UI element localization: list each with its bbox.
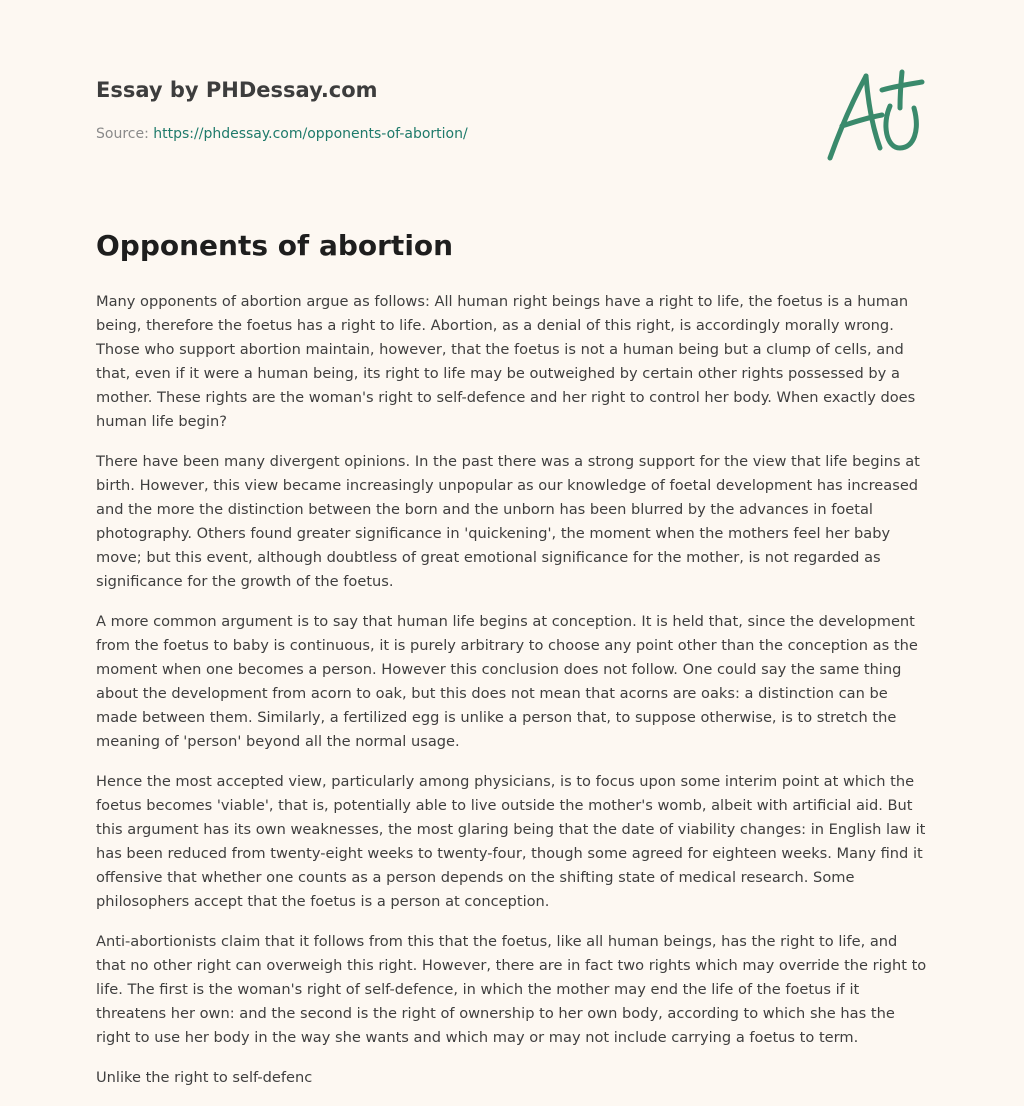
essay-paragraph: Unlike the right to self-defenc <box>96 1069 313 1086</box>
essay-paragraph: A more common argument is to say that human life begins at conception. It is held that, since the development from the foetus to baby is continuous, it is purely arbitrary to choose any point other than the conception as the moment when one becomes a person. However this conclusion does not follow. One could say the same thing about the development from acorn to oak, but this does not mean that acorns are oaks: a distinction can be made between them. Similarly, a fertilized egg is unlike a person that, to suppose otherwise, is to stretch the meaning of 'person' beyond all the normal usage. <box>96 613 918 750</box>
a-plus-logo-icon <box>822 68 926 164</box>
essay-body <box>96 226 928 1106</box>
essay-title: Opponents of abortion <box>96 229 454 262</box>
site-brand: Essay by PHDessay.com <box>96 78 378 102</box>
source-line <box>96 124 796 144</box>
essay-paragraph: Anti-abortionists claim that it follows from this that the foetus, like all human beings, has the right to life, and that no other right can overweigh this right. However, there are in fact two rights which may override the right to life. The first is the woman's right of self-defence, in which the mother may end the life of the foetus if it threatens her own: and the second is the right of ownership to her own body, according to which she has the right to use her body in the way she wants and which may or may not include carrying a foetus to term. <box>96 933 927 1046</box>
source-label: Source: <box>96 126 154 142</box>
essay-paragraph: There have been many divergent opinions. In the past there was a strong support for the view that life begins at birth. However, this view became increasingly unpopular as our knowledge of foetal development has increased and the more the distinction between the born and the unborn has been blurred by the advances in foetal photography. Others found greater significance in 'quickening', the moment when the mothers feel her baby move; but this event, although doubtless of great emotional significance for the mother, is not regarded as significance for the growth of the foetus. <box>96 453 920 590</box>
essay-paragraph: Hence the most accepted view, particularly among physicians, is to focus upon some interim point at which the foetus becomes 'viable', that is, potentially able to live outside the mother's womb, albeit with artificial aid. But this argument has its own weaknesses, the most glaring being that the date of viability changes: in English law it has been reduced from twenty-eight weeks to twenty-four, though some agreed for eighteen weeks. Many find it offensive that whether one counts as a person depends on the shifting state of medical research. Some philosophers accept that the foetus is a person at conception. <box>96 773 926 910</box>
essay-paragraph: Many opponents of abortion argue as follows: All human right beings have a right to life, the foetus is a human being, therefore the foetus has a right to life. Abortion, as a denial of this right, is accordingly morally wrong. Those who support abortion maintain, however, that the foetus is not a human being but a clump of cells, and that, even if it were a human being, its right to life may be outweighed by certain other rights possessed by a mother. These rights are the woman's right to self-defence and her right to control her body. When exactly does human life begin? <box>96 293 916 430</box>
source-link[interactable]: https://phdessay.com/opponents-of-abortion/ <box>153 126 468 142</box>
essay-header <box>96 76 796 144</box>
